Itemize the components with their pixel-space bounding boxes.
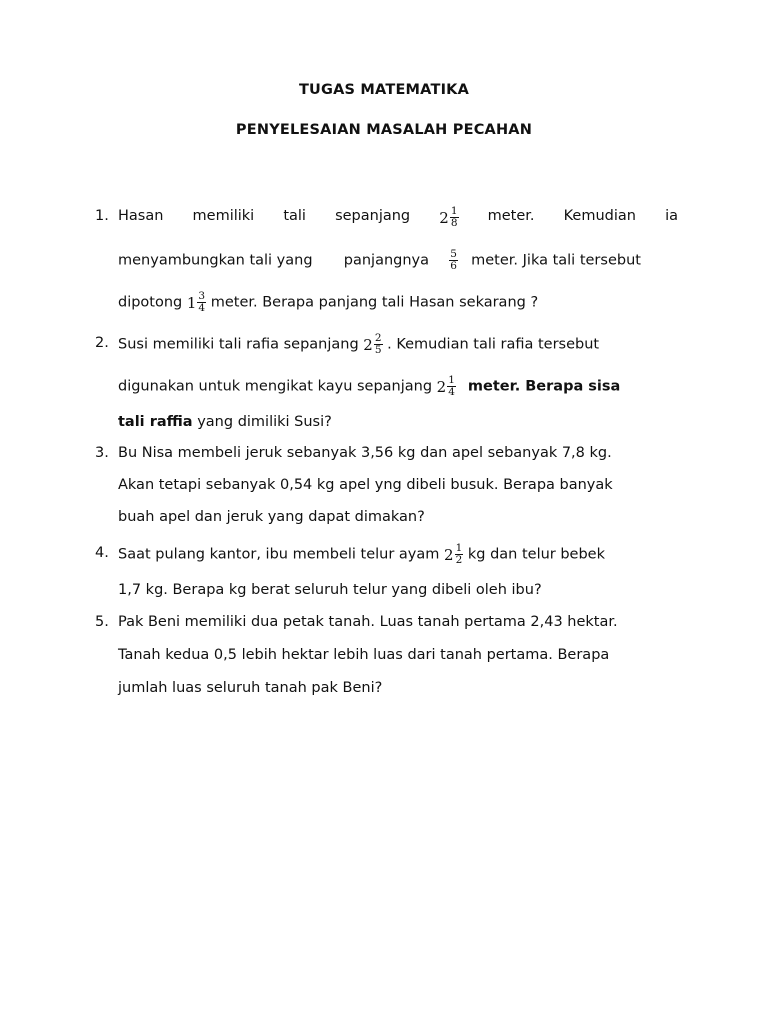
fraction-whole: 2 <box>436 377 447 396</box>
fraction-numerator: 1 <box>450 205 458 217</box>
text-segment: kg dan telur bebek <box>463 546 606 563</box>
fraction-denominator: 6 <box>450 260 457 272</box>
text-segment: . Kemudian tali rafia tersebut <box>382 336 600 353</box>
problem-2-line-2 <box>118 375 678 398</box>
problem-3-line-2: Akan tetapi sebanyak 0,54 kg apel yng dibeli busuk. Berapa banyak <box>118 477 613 493</box>
problem-2-line-1 <box>118 333 678 356</box>
text-segment: Saat pulang kantor, ibu membeli telur ayam <box>118 546 445 563</box>
fraction-denominator: 4 <box>198 302 206 314</box>
fraction-whole: 1 <box>186 293 197 312</box>
text-segment: meter. Jika tali tersebut <box>471 252 641 269</box>
text-segment: panjangnya <box>343 252 430 269</box>
problem-3-line-3: buah apel dan jeruk yang dapat dimakan? <box>118 509 425 525</box>
fraction-whole: 2 <box>439 208 449 227</box>
word: meter. <box>487 208 535 224</box>
problem-1-line-1 <box>118 206 678 229</box>
word: memiliki <box>192 208 255 224</box>
fraction <box>455 543 464 566</box>
fraction <box>197 291 206 314</box>
document-title: TUGAS MATEMATIKA <box>298 82 470 98</box>
fraction <box>450 206 459 229</box>
problem-4-line-1 <box>118 543 678 566</box>
fraction-numerator: 3 <box>198 290 206 302</box>
problem-1-line-3 <box>118 291 678 314</box>
problem-number: 1. <box>95 208 109 224</box>
bold-text-segment: tali raffia <box>118 414 193 430</box>
problem-number: 5. <box>95 614 109 630</box>
text-segment: digunakan untuk mengikat kayu sepanjang <box>118 378 437 395</box>
text-segment: menyambungkan tali yang <box>118 252 313 269</box>
bold-text-segment: meter. Berapa sisa <box>467 378 621 395</box>
mixed-fraction <box>437 375 456 398</box>
mixed-fraction <box>187 291 206 314</box>
fraction-numerator: 1 <box>455 542 463 554</box>
word: ia <box>665 208 678 224</box>
mixed-fraction <box>363 333 382 356</box>
problem-5-line-2: Tanah kedua 0,5 lebih hektar lebih luas dari tanah pertama. Berapa <box>118 647 610 663</box>
problem-number: 2. <box>95 335 109 351</box>
mixed-fraction <box>444 543 463 566</box>
fraction-whole: 2 <box>363 335 373 354</box>
word: Hasan <box>118 208 164 224</box>
fraction-denominator: 2 <box>455 554 463 566</box>
fraction-numerator: 5 <box>450 248 457 260</box>
problem-5-line-1: Pak Beni memiliki dua petak tanah. Luas tanah pertama 2,43 hektar. <box>118 614 618 630</box>
mixed-fraction <box>439 206 458 229</box>
word: sepanjang <box>335 208 411 224</box>
problem-1-line-2 <box>118 249 678 272</box>
fraction-denominator: 5 <box>374 344 382 356</box>
problem-2-line-3 <box>118 412 678 432</box>
word: tali <box>283 208 306 224</box>
fraction-numerator: 2 <box>374 332 382 344</box>
fraction-numerator: 1 <box>448 374 455 386</box>
word: Kemudian <box>563 208 636 224</box>
problem-5-line-3: jumlah luas seluruh tanah pak Beni? <box>118 680 383 696</box>
fraction <box>374 333 383 356</box>
problem-3-line-1: Bu Nisa membeli jeruk sebanyak 3,56 kg dan apel sebanyak 7,8 kg. <box>118 445 612 461</box>
fraction <box>449 249 458 272</box>
problem-4-line-2: 1,7 kg. Berapa kg berat seluruh telur yang dibeli oleh ibu? <box>118 582 542 598</box>
text-segment: dipotong <box>118 294 187 311</box>
fraction-denominator: 4 <box>448 386 455 398</box>
text-segment: meter. Berapa panjang tali Hasan sekarang ? <box>206 294 539 311</box>
fraction <box>447 375 456 398</box>
problem-number: 3. <box>95 445 109 461</box>
text-segment: Susi memiliki tali rafia sepanjang <box>118 336 364 353</box>
text-segment: yang dimiliki Susi? <box>192 414 332 430</box>
problem-number: 4. <box>95 545 109 561</box>
fraction-whole: 2 <box>444 545 454 564</box>
document-subtitle: PENYELESAIAN MASALAH PECAHAN <box>235 122 533 138</box>
fraction-denominator: 8 <box>450 217 458 229</box>
